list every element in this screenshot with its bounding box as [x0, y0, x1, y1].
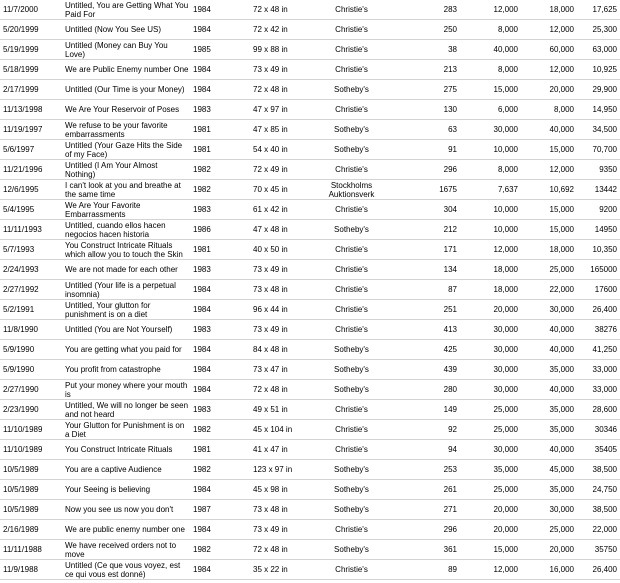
low-estimate-cell: 12,000 [460, 560, 521, 580]
sale-date-cell: 2/27/1990 [0, 380, 64, 400]
sale-date-cell: 2/23/1990 [0, 400, 64, 420]
sale-date-cell: 5/18/1999 [0, 60, 64, 80]
price-cell: 10,350 [576, 240, 620, 260]
high-estimate-cell: 30,000 [521, 500, 576, 520]
title-cell: Untitled, Your glutton for punishment is on a diet [64, 300, 191, 320]
lot-cell: 91 [388, 140, 460, 160]
lot-cell: 425 [388, 340, 460, 360]
size-cell: 61 x 42 in [221, 200, 315, 220]
table-row [0, 220, 620, 240]
lot-cell: 251 [388, 300, 460, 320]
sale-date-cell: 5/9/1990 [0, 360, 64, 380]
low-estimate-cell: 18,000 [460, 260, 521, 280]
lot-cell: 296 [388, 160, 460, 180]
auction-house-cell: Christie's [315, 240, 388, 260]
price-cell: 29,900 [576, 80, 620, 100]
sale-date-cell: 10/5/1989 [0, 460, 64, 480]
price-cell: 13442 [576, 180, 620, 200]
price-cell: 17,625 [576, 0, 620, 20]
lot-cell: 63 [388, 120, 460, 140]
auction-house-cell: Christie's [315, 0, 388, 20]
price-cell: 22,000 [576, 520, 620, 540]
year-cell: 1984 [191, 80, 221, 100]
high-estimate-cell: 15,000 [521, 140, 576, 160]
title-cell: We are public enemy number one [64, 520, 191, 540]
title-cell: You Construct Intricate Rituals which allow you to touch the Skin [64, 240, 191, 260]
low-estimate-cell: 8,000 [460, 20, 521, 40]
sale-date-cell: 2/17/1999 [0, 80, 64, 100]
auction-house-cell: Christie's [315, 300, 388, 320]
price-cell: 10,925 [576, 60, 620, 80]
table-row [0, 160, 620, 180]
title-cell: Untitled (Your Gaze Hits the Side of my Face) [64, 140, 191, 160]
size-cell: 123 x 97 in [221, 460, 315, 480]
table-row [0, 560, 620, 580]
size-cell: 72 x 48 in [221, 380, 315, 400]
year-cell: 1983 [191, 320, 221, 340]
price-cell: 26,400 [576, 300, 620, 320]
table-row [0, 360, 620, 380]
low-estimate-cell: 18,000 [460, 280, 521, 300]
high-estimate-cell: 20,000 [521, 80, 576, 100]
sale-date-cell: 11/10/1989 [0, 440, 64, 460]
sale-date-cell: 11/19/1997 [0, 120, 64, 140]
low-estimate-cell: 30,000 [460, 440, 521, 460]
high-estimate-cell: 15,000 [521, 220, 576, 240]
high-estimate-cell: 40,000 [521, 320, 576, 340]
year-cell: 1986 [191, 220, 221, 240]
title-cell: Untitled, We will no longer be seen and not heard [64, 400, 191, 420]
low-estimate-cell: 25,000 [460, 420, 521, 440]
table-row [0, 260, 620, 280]
price-cell: 165000 [576, 260, 620, 280]
size-cell: 96 x 44 in [221, 300, 315, 320]
lot-cell: 361 [388, 540, 460, 560]
table-row [0, 40, 620, 60]
auction-house-cell: Christie's [315, 280, 388, 300]
title-cell: Put your money where your mouth is [64, 380, 191, 400]
lot-cell: 212 [388, 220, 460, 240]
year-cell: 1984 [191, 340, 221, 360]
high-estimate-cell: 8,000 [521, 100, 576, 120]
size-cell: 73 x 49 in [221, 260, 315, 280]
title-cell: Untitled (Our Time is your Money) [64, 80, 191, 100]
sale-date-cell: 2/16/1989 [0, 520, 64, 540]
sale-date-cell: 5/4/1995 [0, 200, 64, 220]
size-cell: 49 x 51 in [221, 400, 315, 420]
price-cell: 63,000 [576, 40, 620, 60]
auction-house-cell: Christie's [315, 200, 388, 220]
size-cell: 73 x 48 in [221, 500, 315, 520]
auction-house-cell: Sotheby's [315, 480, 388, 500]
low-estimate-cell: 10,000 [460, 200, 521, 220]
size-cell: 72 x 48 in [221, 540, 315, 560]
sale-date-cell: 11/11/1988 [0, 540, 64, 560]
high-estimate-cell: 35,000 [521, 400, 576, 420]
low-estimate-cell: 20,000 [460, 300, 521, 320]
lot-cell: 304 [388, 200, 460, 220]
table-row [0, 20, 620, 40]
low-estimate-cell: 30,000 [460, 320, 521, 340]
low-estimate-cell: 20,000 [460, 500, 521, 520]
price-cell: 25,300 [576, 20, 620, 40]
price-cell: 38,500 [576, 500, 620, 520]
sale-date-cell: 5/9/1990 [0, 340, 64, 360]
table-row [0, 280, 620, 300]
auction-house-cell: Christie's [315, 60, 388, 80]
sale-date-cell: 11/8/1990 [0, 320, 64, 340]
year-cell: 1984 [191, 380, 221, 400]
table-row [0, 320, 620, 340]
year-cell: 1984 [191, 0, 221, 20]
title-cell: We Are Your Reservoir of Poses [64, 100, 191, 120]
low-estimate-cell: 40,000 [460, 40, 521, 60]
table-row [0, 100, 620, 120]
table-row [0, 500, 620, 520]
auction-house-cell: Christie's [315, 320, 388, 340]
low-estimate-cell: 10,000 [460, 140, 521, 160]
auction-house-cell: Christie's [315, 160, 388, 180]
year-cell: 1983 [191, 400, 221, 420]
price-cell: 14,950 [576, 100, 620, 120]
sale-date-cell: 12/6/1995 [0, 180, 64, 200]
high-estimate-cell: 15,000 [521, 200, 576, 220]
lot-cell: 130 [388, 100, 460, 120]
sale-date-cell: 11/9/1988 [0, 560, 64, 580]
lot-cell: 87 [388, 280, 460, 300]
year-cell: 1983 [191, 260, 221, 280]
auction-house-cell: Sotheby's [315, 220, 388, 240]
price-cell: 41,250 [576, 340, 620, 360]
title-cell: We have received orders not to move [64, 540, 191, 560]
sale-date-cell: 11/21/1996 [0, 160, 64, 180]
table-row [0, 520, 620, 540]
title-cell: Untitled, cuando ellos hacen negocios hacen historia [64, 220, 191, 240]
year-cell: 1984 [191, 300, 221, 320]
high-estimate-cell: 12,000 [521, 160, 576, 180]
high-estimate-cell: 60,000 [521, 40, 576, 60]
lot-cell: 275 [388, 80, 460, 100]
title-cell: Untitled (Your life is a perpetual insomnia) [64, 280, 191, 300]
low-estimate-cell: 7,637 [460, 180, 521, 200]
price-cell: 28,600 [576, 400, 620, 420]
price-cell: 34,500 [576, 120, 620, 140]
table-row [0, 300, 620, 320]
sale-date-cell: 5/19/1999 [0, 40, 64, 60]
price-cell: 14950 [576, 220, 620, 240]
high-estimate-cell: 40,000 [521, 440, 576, 460]
table-row [0, 480, 620, 500]
lot-cell: 283 [388, 0, 460, 20]
table-row [0, 0, 620, 20]
size-cell: 47 x 97 in [221, 100, 315, 120]
low-estimate-cell: 30,000 [460, 120, 521, 140]
table-row [0, 380, 620, 400]
lot-cell: 280 [388, 380, 460, 400]
auction-house-cell: Christie's [315, 400, 388, 420]
year-cell: 1984 [191, 520, 221, 540]
high-estimate-cell: 45,000 [521, 460, 576, 480]
price-cell: 38276 [576, 320, 620, 340]
high-estimate-cell: 12,000 [521, 20, 576, 40]
title-cell: Untitled (Now You See US) [64, 20, 191, 40]
title-cell: Now you see us now you don't [64, 500, 191, 520]
sale-date-cell: 5/7/1993 [0, 240, 64, 260]
table-row [0, 180, 620, 200]
lot-cell: 296 [388, 520, 460, 540]
high-estimate-cell: 10,692 [521, 180, 576, 200]
auction-house-cell: Christie's [315, 440, 388, 460]
high-estimate-cell: 25,000 [521, 260, 576, 280]
high-estimate-cell: 22,000 [521, 280, 576, 300]
title-cell: I can't look at you and breathe at the same time [64, 180, 191, 200]
title-cell: You Construct Intricate Rituals [64, 440, 191, 460]
auction-house-cell: Sotheby's [315, 500, 388, 520]
sale-date-cell: 2/24/1993 [0, 260, 64, 280]
low-estimate-cell: 30,000 [460, 340, 521, 360]
price-cell: 35750 [576, 540, 620, 560]
price-cell: 70,700 [576, 140, 620, 160]
table-row [0, 120, 620, 140]
price-cell: 17600 [576, 280, 620, 300]
title-cell: You are a captive Audience [64, 460, 191, 480]
title-cell: We refuse to be your favorite embarrassments [64, 120, 191, 140]
lot-cell: 149 [388, 400, 460, 420]
size-cell: 47 x 48 in [221, 220, 315, 240]
table-row [0, 540, 620, 560]
title-cell: We are Public Enemy number One [64, 60, 191, 80]
table-row [0, 140, 620, 160]
lot-cell: 413 [388, 320, 460, 340]
auction-house-cell: Sotheby's [315, 340, 388, 360]
low-estimate-cell: 30,000 [460, 380, 521, 400]
size-cell: 45 x 104 in [221, 420, 315, 440]
high-estimate-cell: 30,000 [521, 300, 576, 320]
size-cell: 72 x 48 in [221, 80, 315, 100]
title-cell: We Are Your Favorite Embarrassments [64, 200, 191, 220]
high-estimate-cell: 25,000 [521, 520, 576, 540]
lot-cell: 94 [388, 440, 460, 460]
price-cell: 38,500 [576, 460, 620, 480]
size-cell: 73 x 49 in [221, 60, 315, 80]
auction-house-cell: Christie's [315, 100, 388, 120]
lot-cell: 38 [388, 40, 460, 60]
title-cell: Untitled (Money can Buy You Love) [64, 40, 191, 60]
low-estimate-cell: 25,000 [460, 480, 521, 500]
sale-date-cell: 10/5/1989 [0, 480, 64, 500]
lot-cell: 1675 [388, 180, 460, 200]
title-cell: You profit from catastrophe [64, 360, 191, 380]
low-estimate-cell: 8,000 [460, 160, 521, 180]
year-cell: 1984 [191, 480, 221, 500]
size-cell: 73 x 48 in [221, 280, 315, 300]
price-cell: 24,750 [576, 480, 620, 500]
sale-date-cell: 11/11/1993 [0, 220, 64, 240]
auction-house-cell: Stockholms Auktionsverk [315, 180, 388, 200]
auction-house-cell: Sotheby's [315, 120, 388, 140]
price-cell: 30346 [576, 420, 620, 440]
low-estimate-cell: 8,000 [460, 60, 521, 80]
size-cell: 73 x 47 in [221, 360, 315, 380]
lot-cell: 213 [388, 60, 460, 80]
low-estimate-cell: 15,000 [460, 80, 521, 100]
low-estimate-cell: 12,000 [460, 0, 521, 20]
year-cell: 1987 [191, 500, 221, 520]
year-cell: 1984 [191, 60, 221, 80]
auction-house-cell: Christie's [315, 40, 388, 60]
table-row [0, 460, 620, 480]
title-cell: You are getting what you paid for [64, 340, 191, 360]
size-cell: 45 x 98 in [221, 480, 315, 500]
high-estimate-cell: 40,000 [521, 340, 576, 360]
year-cell: 1984 [191, 360, 221, 380]
auction-house-cell: Sotheby's [315, 360, 388, 380]
lot-cell: 253 [388, 460, 460, 480]
sale-date-cell: 11/10/1989 [0, 420, 64, 440]
title-cell: Your Glutton for Punishment is on a Diet [64, 420, 191, 440]
year-cell: 1982 [191, 460, 221, 480]
size-cell: 35 x 22 in [221, 560, 315, 580]
year-cell: 1981 [191, 140, 221, 160]
high-estimate-cell: 35,000 [521, 420, 576, 440]
price-cell: 33,000 [576, 380, 620, 400]
auction-house-cell: Christie's [315, 520, 388, 540]
sale-date-cell: 11/7/2000 [0, 0, 64, 20]
title-cell: We are not made for each other [64, 260, 191, 280]
lot-cell: 250 [388, 20, 460, 40]
year-cell: 1981 [191, 240, 221, 260]
lot-cell: 92 [388, 420, 460, 440]
title-cell: Untitled, You are Getting What You Paid For [64, 0, 191, 20]
auction-house-cell: Christie's [315, 420, 388, 440]
year-cell: 1983 [191, 100, 221, 120]
size-cell: 54 x 40 in [221, 140, 315, 160]
sale-date-cell: 5/2/1991 [0, 300, 64, 320]
year-cell: 1981 [191, 440, 221, 460]
size-cell: 40 x 50 in [221, 240, 315, 260]
low-estimate-cell: 25,000 [460, 400, 521, 420]
title-cell: Your Seeing is believing [64, 480, 191, 500]
price-cell: 9350 [576, 160, 620, 180]
auction-house-cell: Christie's [315, 20, 388, 40]
high-estimate-cell: 18,000 [521, 0, 576, 20]
price-cell: 33,000 [576, 360, 620, 380]
size-cell: 72 x 49 in [221, 160, 315, 180]
sale-date-cell: 5/6/1997 [0, 140, 64, 160]
auction-house-cell: Sotheby's [315, 80, 388, 100]
size-cell: 73 x 49 in [221, 320, 315, 340]
high-estimate-cell: 20,000 [521, 540, 576, 560]
title-cell: Untitled (I Am Your Almost Nothing) [64, 160, 191, 180]
sale-date-cell: 11/13/1998 [0, 100, 64, 120]
size-cell: 70 x 45 in [221, 180, 315, 200]
high-estimate-cell: 40,000 [521, 120, 576, 140]
lot-cell: 271 [388, 500, 460, 520]
table-row [0, 440, 620, 460]
year-cell: 1984 [191, 560, 221, 580]
year-cell: 1983 [191, 200, 221, 220]
auction-house-cell: Sotheby's [315, 380, 388, 400]
table-row [0, 60, 620, 80]
high-estimate-cell: 16,000 [521, 560, 576, 580]
table-row [0, 400, 620, 420]
price-cell: 35405 [576, 440, 620, 460]
year-cell: 1982 [191, 160, 221, 180]
size-cell: 47 x 85 in [221, 120, 315, 140]
auction-house-cell: Sotheby's [315, 460, 388, 480]
price-cell: 26,400 [576, 560, 620, 580]
low-estimate-cell: 30,000 [460, 360, 521, 380]
sale-date-cell: 10/5/1989 [0, 500, 64, 520]
high-estimate-cell: 35,000 [521, 480, 576, 500]
auction-house-cell: Christie's [315, 560, 388, 580]
low-estimate-cell: 12,000 [460, 240, 521, 260]
lot-cell: 134 [388, 260, 460, 280]
low-estimate-cell: 10,000 [460, 220, 521, 240]
auction-house-cell: Christie's [315, 260, 388, 280]
high-estimate-cell: 40,000 [521, 380, 576, 400]
low-estimate-cell: 35,000 [460, 460, 521, 480]
auction-house-cell: Sotheby's [315, 540, 388, 560]
year-cell: 1981 [191, 120, 221, 140]
size-cell: 73 x 49 in [221, 520, 315, 540]
price-cell: 9200 [576, 200, 620, 220]
high-estimate-cell: 12,000 [521, 60, 576, 80]
year-cell: 1985 [191, 40, 221, 60]
year-cell: 1982 [191, 420, 221, 440]
size-cell: 72 x 48 in [221, 0, 315, 20]
low-estimate-cell: 15,000 [460, 540, 521, 560]
table-row [0, 240, 620, 260]
lot-cell: 89 [388, 560, 460, 580]
title-cell: Untitled (You are Not Yourself) [64, 320, 191, 340]
title-cell: Untitled (Ce que vous voyez, est ce qui vous est donné) [64, 560, 191, 580]
high-estimate-cell: 18,000 [521, 240, 576, 260]
year-cell: 1982 [191, 540, 221, 560]
year-cell: 1984 [191, 20, 221, 40]
table-row [0, 420, 620, 440]
size-cell: 72 x 42 in [221, 20, 315, 40]
table-row [0, 80, 620, 100]
table-row [0, 200, 620, 220]
size-cell: 84 x 48 in [221, 340, 315, 360]
high-estimate-cell: 35,000 [521, 360, 576, 380]
lot-cell: 439 [388, 360, 460, 380]
auction-house-cell: Sotheby's [315, 140, 388, 160]
year-cell: 1984 [191, 280, 221, 300]
low-estimate-cell: 20,000 [460, 520, 521, 540]
table-row [0, 340, 620, 360]
size-cell: 99 x 88 in [221, 40, 315, 60]
sale-date-cell: 2/27/1992 [0, 280, 64, 300]
sale-date-cell: 5/20/1999 [0, 20, 64, 40]
lot-cell: 261 [388, 480, 460, 500]
lot-cell: 171 [388, 240, 460, 260]
low-estimate-cell: 6,000 [460, 100, 521, 120]
year-cell: 1982 [191, 180, 221, 200]
size-cell: 41 x 47 in [221, 440, 315, 460]
